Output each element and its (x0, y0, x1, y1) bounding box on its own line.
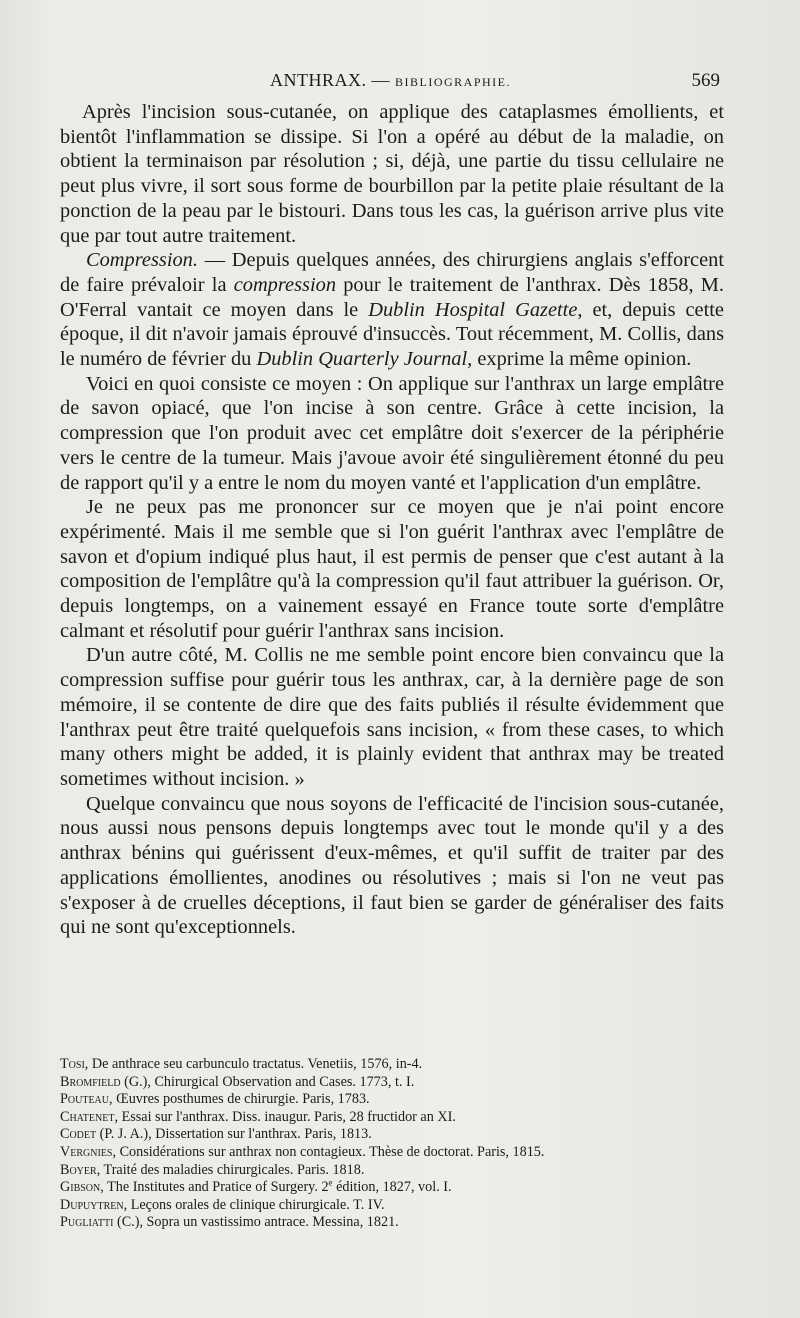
entry-author: Tosi (60, 1056, 85, 1072)
bibliography-entry (60, 1162, 700, 1180)
entry-text: , Œuvres posthumes de chirurgie. Paris, 1783. (109, 1091, 370, 1108)
header-title (270, 70, 511, 91)
bibliography-entry (60, 1214, 700, 1232)
bibliography-entry (60, 1179, 700, 1197)
text-segment: Voici en quoi consiste ce moyen : On applique sur l'anthrax un large emplâtre de savon opiacé, que l'on incise à son centre. Grâce à cette incision, la compression que l'on produit avec cet emplâtre doit s'exercer de la périphérie vers le centre de la tumeur. Mais j'avoue avoir été singulièrement étonné du peu de rapport qu'il y a entre le nom du moyen vanté et l'application d'un emplâtre. (60, 372, 724, 494)
entry-text: , Considérations sur anthrax non contagieux. Thèse de doctorat. Paris, 1815. (112, 1143, 545, 1160)
italic-text: Dublin Hospital Gazette (368, 298, 578, 321)
text-segment: pour le traitement de l'anthrax. Dès 1858, M. O'Ferral vantait ce moyen dans le (60, 273, 724, 321)
bibliography-entry (60, 1126, 700, 1144)
entry-author: Dupuytren (60, 1196, 124, 1213)
entry-text: , The Institutes and Pratice of Surgery. 2 (100, 1179, 329, 1196)
text-segment: D'un autre côté, M. Collis ne me semble point encore bien convaincu que la compression suffise pour guérir tous les anthrax, car, à la dernière page de son mémoire, il se contente de dire que des faits publiés il résulte évidemment que l'anthrax peut être traité quelquefois sans incision, « from these cases, to which many others might be added, it is plainly evident that anthrax may be treated sometimes without incision. » (60, 644, 724, 790)
entry-author: Boyer (60, 1161, 97, 1178)
text-segment: , et, depuis cette époque, il dit n'avoir jamais éprouvé d'insuccès. Tout récemment, M. Collis, dans le numéro de février du (60, 298, 724, 371)
bibliography-entry (60, 1144, 700, 1162)
entry-text-cont: édition, 1827, vol. I. (332, 1179, 452, 1196)
text-segment: Quelque convaincu que nous soyons de l'efficacité de l'incision sous-cutanée, nous aussi nous pensons depuis longtemps avec tout le monde qu'il y a des anthrax bénins qui guérissent d'eux-mêmes, et qu'il suffit de traiter par des applications émollientes, anodines ou résolutives ; mais si l'on ne veut pas s'exposer à de cruelles déceptions, il faut bien se garder de généraliser des faits qui ne sont qu'exceptionnels. (60, 792, 724, 939)
entry-author: Pouteau (60, 1091, 109, 1108)
header-dash: — (371, 70, 390, 90)
entry-superscript: e (328, 1177, 333, 1188)
paragraph (60, 248, 724, 372)
main-text (60, 100, 724, 940)
bibliography-entry (60, 1074, 700, 1092)
bibliography-entry (60, 1091, 700, 1109)
entry-author: Pugliatti (60, 1214, 114, 1231)
entry-author: Gibson (60, 1179, 101, 1196)
entry-text: , Traité des maladies chirurgicales. Paris. 1818. (96, 1161, 365, 1178)
italic-text: Dublin Quarterly Journal (256, 348, 468, 371)
bibliography-list (60, 1056, 700, 1232)
paragraph (60, 100, 724, 248)
entry-text: , De anthrace seu carbunculo tractatus. Venetiis, 1576, in-4. (84, 1056, 423, 1072)
page-number: 569 (691, 70, 720, 91)
bibliography-entry (60, 1197, 700, 1215)
bibliography-entry (60, 1109, 700, 1127)
entry-text: , Essai sur l'anthrax. Diss. inaugur. Paris, 28 fructidor an XI. (114, 1108, 456, 1125)
entry-author: Bromfield (60, 1073, 121, 1090)
bibliography-entry (60, 1056, 700, 1074)
text-segment: — Depuis quelques années, des chirurgiens anglais s'efforcent de faire prévaloir la (60, 249, 724, 296)
entry-author: Vergnies (60, 1143, 113, 1160)
entry-author: Chatenet (60, 1108, 115, 1125)
entry-text: (P. J. A.), Dissertation sur l'anthrax. Paris, 1813. (96, 1126, 372, 1143)
italic-text: compression (233, 273, 337, 296)
paragraph (60, 643, 724, 791)
text-segment: , exprime la même opinion. (467, 348, 692, 371)
text-segment: Après l'incision sous-cutanée, on applique des cataplasmes émollients, et bientôt l'inflammation se dissipe. Si l'on a opéré au début de la maladie, on obtient la terminaison par résolution ; si, déjà, une partie du tissu cellulaire ne peut plus vivre, il sort sous forme de bourbillon par la petite plaie résultant de la ponction de la peau par le bistouri. Dans tous les cas, la guérison arrive plus vite que par tout autre traitement. (60, 101, 724, 247)
header-subtitle: BIBLIOGRAPHIE. (395, 75, 511, 89)
paragraph (60, 792, 724, 940)
entry-text: , Leçons orales de clinique chirurgicale. T. IV. (123, 1196, 385, 1213)
entry-text: (G.), Chirurgical Observation and Cases. 1773, t. I. (120, 1073, 415, 1090)
italic-text: Compression. (86, 249, 198, 272)
paragraph (60, 372, 724, 496)
running-header (84, 70, 720, 96)
text-segment: Je ne peux pas me prononcer sur ce moyen que je n'ai point encore expérimenté. Mais il me semble que si l'on guérit l'anthrax avec l'emplâtre de savon et d'opium indiqué plus haut, il est permis de penser que c'est autant à la composition de l'emplâtre qu'à la compression qu'il faut attribuer la guérison. Or, depuis longtemps, on a vainement essayé en France toute sorte d'emplâtre calmant et résolutif pour guérir l'anthrax sans incision. (60, 496, 724, 642)
entry-text: (C.), Sopra un vastissimo antrace. Messina, 1821. (113, 1214, 399, 1231)
entry-author: Codet (60, 1126, 97, 1143)
paragraph (60, 495, 724, 643)
header-title-main: ANTHRAX. (270, 70, 367, 90)
